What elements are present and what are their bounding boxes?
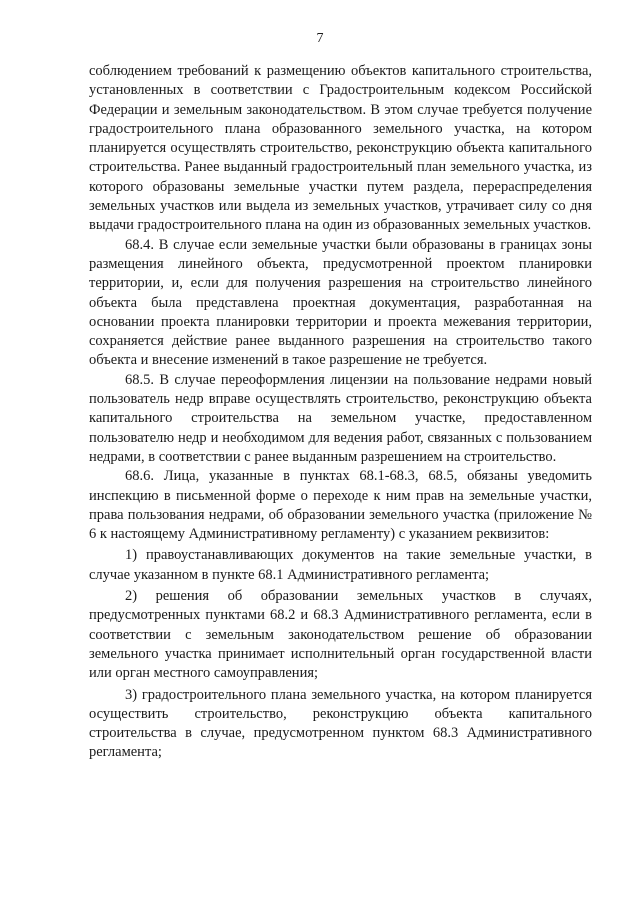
document-body	[89, 62, 592, 763]
paragraph-68-4: 68.4. В случае если земельные участки были образованы в границах зоны размещения линейного объекта, предусмотренной проектом планировки территории, и, если для получения разрешения на строительство линейного объекта была представлена проектная документация, разработанная на основании проекта планировки территории и проекта межевания территории, сохраняется действие ранее выданного разрешения на строительство такого объекта и внесение изменений в такое разрешение не требуется.	[89, 236, 592, 369]
list-item-2: 2) решения об образовании земельных участков в случаях, предусмотренных пунктами 68.2 и 68.3 Административного регламента, если в соответствии с земельным законодательством решение об образовании земельного участка принимает исполнительный орган государственной власти или орган местного самоуправления;	[89, 588, 592, 682]
paragraph-continuation: соблюдением требований к размещению объектов капитального строительства, установленных в соответствии с Градостроительным кодексом Российской Федерации и земельным законодательством. В этом случае требуется получение градостроительного плана образованного земельного участка, на котором планируется осуществлять строительство, реконструкцию объекта капитального строительства. Ранее выданный градостроительный план земельного участка, из которого образованы земельные участки путем раздела, перераспределения земельных участков или выдела из земельных участков, утрачивает силу со дня выдачи градостроительного плана на один из образованных земельных участков.	[89, 63, 592, 234]
list-item-1: 1) правоустанавливающих документов на такие земельные участки, в случае указанном в пункте 68.1 Административного регламента;	[89, 547, 592, 583]
paragraph-68-5: 68.5. В случае переоформления лицензии на пользование недрами новый пользователь недр вправе осуществлять строительство, реконструкцию объекта капитального строительства на земельном участке, предоставленном пользователю недр и необходимом для ведения работ, связанных с пользованием недрами, в соответствии с ранее выданным разрешением на строительство.	[89, 371, 592, 465]
paragraph-68-6: 68.6. Лица, указанные в пунктах 68.1-68.3, 68.5, обязаны уведомить инспекцию в письменной форме о переходе к ним прав на земельные участки, права пользования недрами, об образовании земельного участка (приложение № 6 к настоящему Административному регламенту) с указанием реквизитов:	[89, 468, 592, 543]
page-number: 7	[316, 31, 324, 46]
list-item-3: 3) градостроительного плана земельного участка, на котором планируется осуществить строительство, реконструкцию объекта капитального строительства в случае, предусмотренном пунктом 68.3 Административного регламента;	[89, 686, 592, 761]
